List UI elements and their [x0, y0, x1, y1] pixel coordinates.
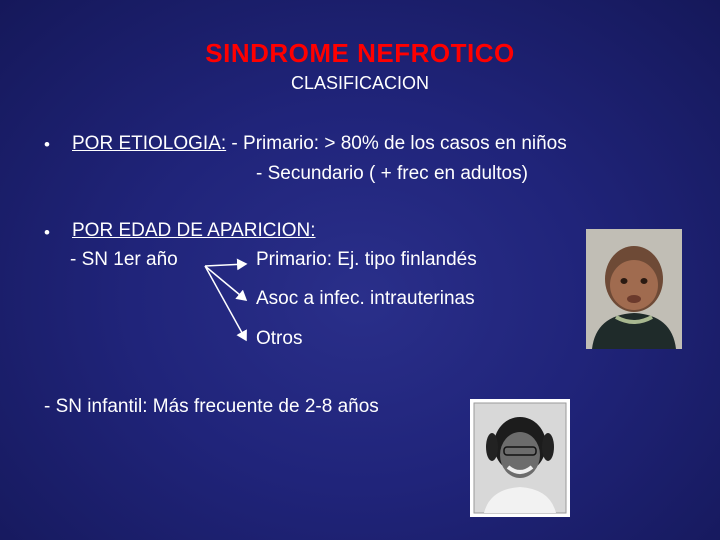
- arrow-otros: [205, 266, 246, 340]
- edad-heading: POR EDAD DE APARICION:: [72, 220, 316, 241]
- slide-subtitle: CLASIFICACION: [290, 73, 430, 93]
- etiologia-primario: - Primario: > 80% de los casos en niños: [226, 133, 567, 154]
- slide-title: SINDROME NEFROTICO: [205, 38, 515, 68]
- etiologia-secundario: - Secundario ( + frec en adultos): [256, 163, 528, 184]
- type-primario: Primario: Ej. tipo finlandés: [256, 249, 477, 270]
- etiologia-heading: POR ETIOLOGIA:: [72, 133, 227, 154]
- sn-first-year: - SN 1er año: [70, 249, 178, 270]
- arrow-primario: [205, 264, 246, 266]
- baby-photo: [586, 229, 682, 349]
- sn-infantil: - SN infantil: Más frecuente de 2-8 años: [44, 396, 379, 417]
- bullet-edad: •: [44, 223, 50, 242]
- bullet-etiologia: •: [44, 135, 50, 154]
- type-otros: Otros: [256, 328, 303, 349]
- type-asoc: Asoc a infec. intrauterinas: [256, 288, 475, 309]
- arrow-asoc: [205, 266, 246, 300]
- girl-photo: [470, 399, 570, 517]
